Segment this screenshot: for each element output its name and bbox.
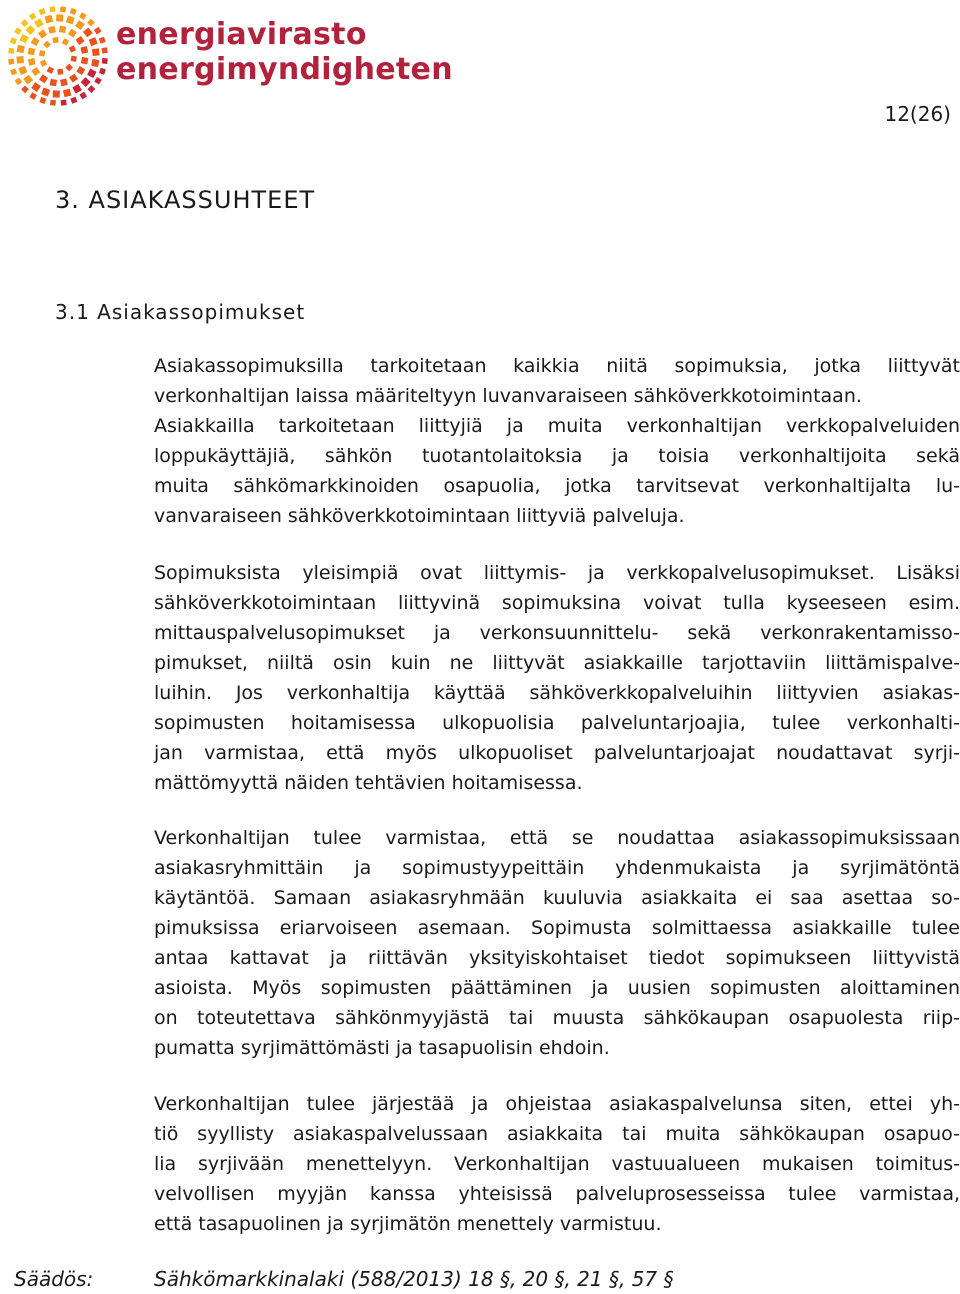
logo-ray-shape (31, 67, 40, 76)
text-line: asioista. Myös sopimusten päättäminen ja uusien sopimusten aloittaminen (154, 977, 960, 999)
text-line: Verkonhaltijan tulee järjestää ja ohjeistaa asiakaspalvelunsa siten, ettei yh- (154, 1093, 960, 1115)
logo-ray-shape (102, 47, 108, 53)
text-line: loppukäyttäjiä, sähkön tuotantolaitoksia ja toisia verkonhaltijoita sekä (154, 445, 960, 467)
logo-ray-shape (68, 29, 77, 38)
text-line: mättömyyttä näiden tehtävien hoitamisessa. (154, 772, 583, 794)
logo-ray-shape (81, 57, 89, 65)
logo-ray-shape (87, 69, 96, 78)
sunburst-logo-icon (8, 6, 108, 106)
logo-ray-shape (45, 15, 53, 23)
paragraph-customer-service (154, 1089, 960, 1239)
logo-ray-shape (10, 37, 17, 44)
logo-ray-shape (59, 26, 67, 34)
logo-ray-shape (60, 6, 66, 12)
logo-ray-shape (8, 59, 14, 65)
logo-ray-shape (29, 92, 37, 100)
logo-ray-shape (25, 25, 35, 35)
logo-ray-shape (8, 48, 14, 54)
logo-ray-shape (31, 37, 40, 46)
text-line: luihin. Jos verkonhaltija käyttää sähköverkkopalveluihin liittyvien asiakas- (154, 682, 960, 704)
logo-ray-shape (56, 14, 63, 21)
logo-ray-shape (70, 8, 77, 15)
statute-label: Säädös: (14, 1267, 94, 1291)
logo-ray-shape (39, 97, 46, 104)
logo-ray-shape (71, 56, 77, 62)
logo-ray-shape (91, 59, 99, 67)
text-line: verkonhaltijan laissa määriteltyyn luvanvaraiseen sähköverkkotoimintaan. (154, 385, 862, 407)
logo (8, 6, 453, 106)
text-line: että tasapuolinen ja syrjimätön menettely varmistuu. (154, 1213, 662, 1235)
logo-ray-shape (57, 69, 63, 75)
logo-ray-shape (39, 8, 46, 15)
logo-ray-shape (21, 19, 29, 27)
statute-reference: Sähkömarkkinalaki (588/2013) 18 §, 20 §, 21 §, 57 § (154, 1267, 674, 1291)
logo-ray-shape (19, 34, 28, 43)
logo-ray-shape (89, 37, 98, 46)
text-line: Asiakkailla tarkoitetaan liittyjiä ja muita verkonhaltijan verkkopalveluiden (154, 415, 960, 437)
logo-ray-shape (18, 66, 27, 75)
text-line: antaa kattavat ja riittävän yksityiskohtaiset tiedot sopimukseen liittyvistä (154, 947, 960, 969)
text-line: velvollisen myyjän kanssa yhteisissä palveluprosesseissa tulee varmistaa, (154, 1183, 960, 1205)
logo-ray-shape (41, 88, 50, 97)
text-line: sähköverkkotoimintaan liittyvinä sopimuksina voivat tulla kyseeseen esim. (154, 592, 960, 614)
logo-ray-shape (99, 68, 106, 75)
logo-ray-shape (88, 85, 96, 93)
logo-ray-shape (50, 79, 58, 87)
logo-ray-shape (50, 100, 56, 106)
logo-ray-shape (53, 90, 60, 97)
logo-ray-shape (102, 58, 108, 64)
logo-ray-shape (21, 85, 29, 93)
logo-ray-shape (81, 77, 91, 87)
text-line: Sopimuksista yleisimpiä ovat liittymis- ja verkkopalvelusopimukset. Lisäksi (154, 562, 960, 584)
text-line: on toteutettava sähkönmyyjästä tai muusta sähkökaupan osapuolesta riip- (154, 1007, 960, 1029)
logo-ray-shape (72, 84, 82, 94)
text-line: muita sähkömarkkinoiden osapuolia, jotka tarvitsevat verkonhaltijalta lu- (154, 475, 960, 497)
logo-ray-shape (83, 27, 93, 37)
logo-ray-shape (66, 16, 75, 25)
logo-ray-shape (28, 58, 36, 66)
logo-text-swedish: energimyndigheten (116, 52, 453, 87)
logo-ray-shape (69, 74, 78, 83)
logo-ray-shape (60, 78, 68, 86)
logo-ray-shape (34, 18, 44, 28)
logo-ray-shape (39, 50, 45, 56)
logo-ray-shape (79, 12, 87, 20)
logo-ray-shape (40, 59, 47, 66)
logo-ray-shape (47, 66, 54, 73)
logo-ray-shape (17, 45, 25, 53)
text-line: asiakasryhmittäin ja sopimustyypeittäin yhdenmukaista ja syrjimätöntä (154, 857, 960, 879)
logo-ray-shape (43, 41, 51, 49)
logo-ray-shape (15, 78, 23, 86)
text-line: mittauspalvelusopimukset ja verkonsuunnittelu- sekä verkonrakentamisso- (154, 622, 960, 644)
logo-ray-shape (62, 38, 69, 45)
logo-ray-shape (70, 97, 77, 104)
section-heading: 3. ASIAKASSUHTEET (55, 186, 316, 214)
text-line: vanvaraiseen sähköverkkotoimintaan liittyviä palveluja. (154, 505, 685, 527)
logo-ray-shape (61, 100, 67, 106)
logo-ray-shape (65, 64, 73, 72)
logo-ray-shape (69, 45, 76, 52)
logo-ray-shape (94, 77, 102, 85)
logo-ray-shape (94, 27, 102, 35)
subsection-heading: 3.1 Asiakassopimukset (55, 300, 306, 324)
logo-ray-shape (48, 26, 56, 34)
logo-ray-shape (14, 27, 22, 35)
text-line: käytäntöä. Samaan asiakasryhmään kuuluvia asiakkaita ei saa asettaa so- (154, 887, 960, 909)
logo-ray-shape (31, 82, 41, 92)
paragraph-customers (154, 351, 960, 531)
text-line: pumatta syrjimättömästi ja tasapuolisin ehdoin. (154, 1037, 610, 1059)
logo-ray-shape (87, 19, 95, 27)
logo-ray-shape (79, 92, 87, 100)
logo-text-finnish: energiavirasto (116, 17, 367, 52)
logo-ray-shape (38, 29, 47, 38)
text-line: pimuksissa eriarvoiseen asemaan. Sopimusta solmittaessa asiakkaille tulee (154, 917, 960, 939)
text-line: jan varmistaa, että myös ulkopuoliset palveluntarjoajat noudattavat syrji- (154, 742, 960, 764)
logo-ray-shape (92, 48, 100, 56)
logo-ray-shape (23, 75, 33, 85)
text-line: Asiakassopimuksilla tarkoitetaan kaikkia niitä sopimuksia, jotka liittyvät (154, 355, 960, 377)
logo-ray-shape (10, 68, 17, 75)
logo-ray-shape (75, 20, 85, 30)
text-line: Verkonhaltijan tulee varmistaa, että se noudattaa asiakassopimuksissaan (154, 827, 960, 849)
text-line: sopimusten hoitamisessa ulkopuolisia palveluntarjoajia, tulee verkonhalti- (154, 712, 960, 734)
logo-ray-shape (16, 56, 24, 64)
page-number: 12(26) (884, 102, 951, 126)
paragraph-contract-types (154, 558, 960, 798)
logo-ray-shape (76, 36, 85, 45)
logo-ray-shape (80, 46, 88, 54)
text-line: pimukset, niiltä osin kuin ne liittyvät asiakkaille tarjottaviin liittämispalve- (154, 652, 960, 674)
logo-ray-shape (28, 48, 36, 56)
text-line: tiö syyllisty asiakaspalvelussaan asiakkaita tai muita sähkökaupan osapuo- (154, 1123, 960, 1145)
logo-ray-shape (76, 66, 85, 75)
text-line: lia syrjivään menettelyyn. Verkonhaltijan vastuualueen mukaisen toimitus- (154, 1153, 960, 1175)
logo-ray-shape (49, 6, 55, 12)
logo-ray-shape (99, 37, 106, 44)
logo-ray-shape (63, 89, 71, 97)
paragraph-equal-treatment (154, 823, 960, 1063)
logo-ray-shape (39, 74, 48, 83)
logo-ray-shape (29, 13, 37, 21)
logo-ray-shape (53, 37, 59, 43)
